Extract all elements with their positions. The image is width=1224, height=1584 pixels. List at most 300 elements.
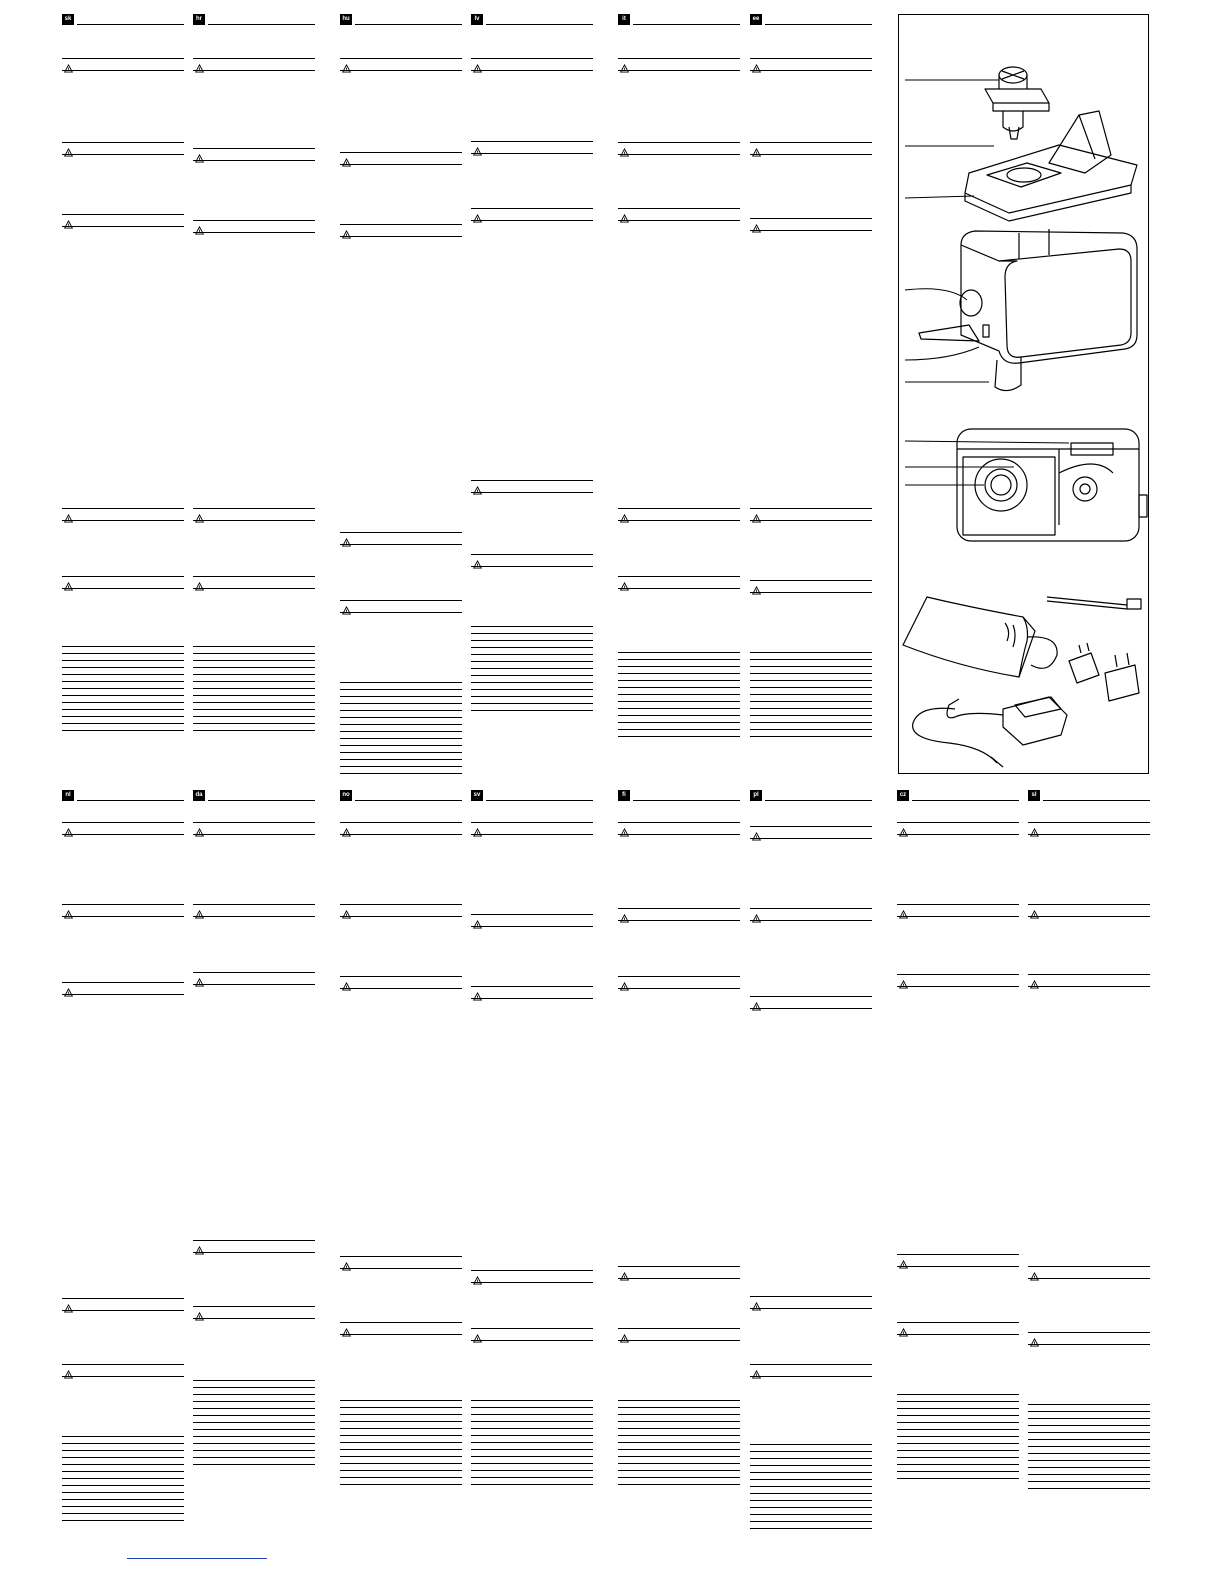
specification-table (193, 646, 315, 737)
table-row (193, 1429, 315, 1436)
language-header (62, 790, 184, 802)
warning-rule-bottom (471, 153, 593, 154)
warning-triangle-icon (473, 210, 482, 219)
warning-triangle-icon (752, 1298, 761, 1307)
table-row (618, 687, 740, 694)
warning-rule-top (1028, 974, 1150, 975)
warning-heading (62, 1298, 184, 1310)
warning-rule-bottom (62, 70, 184, 71)
warning-heading (471, 914, 593, 926)
warning-rule-bottom (471, 566, 593, 567)
warning-rule-top (62, 214, 184, 215)
header-rule (765, 800, 872, 801)
warning-heading (340, 1322, 462, 1334)
table-row (471, 1477, 593, 1484)
table-row (750, 722, 872, 729)
warning-heading (193, 1306, 315, 1318)
warning-triangle-icon (342, 60, 351, 69)
warning-heading (340, 58, 462, 70)
warning-triangle-icon (195, 906, 204, 915)
warning-rule-bottom (618, 988, 740, 989)
language-header (340, 790, 462, 802)
warning-rule-top (193, 58, 315, 59)
table-row (62, 1499, 184, 1506)
table-row (618, 708, 740, 715)
warning-rule-bottom (1028, 1344, 1150, 1345)
table-row (618, 659, 740, 666)
specification-table (62, 1436, 184, 1527)
table-row (193, 660, 315, 667)
table-row (471, 1463, 593, 1470)
table-row (62, 646, 184, 653)
table-row (62, 688, 184, 695)
table-row (62, 723, 184, 730)
warning-triangle-icon (342, 906, 351, 915)
warning-rule-top (750, 996, 872, 997)
warning-heading (62, 982, 184, 994)
table-row (471, 1449, 593, 1456)
table-row (340, 717, 462, 724)
table-row (340, 1456, 462, 1463)
warning-rule-bottom (193, 984, 315, 985)
warning-triangle-icon (1030, 1334, 1039, 1343)
table-row (62, 1506, 184, 1513)
table-row (62, 1436, 184, 1443)
table-row (750, 1507, 872, 1514)
warning-rule-bottom (193, 588, 315, 589)
storage-bag-icon (903, 597, 1057, 677)
table-row (340, 1484, 462, 1491)
warning-triangle-icon (620, 210, 629, 219)
table-row (340, 1407, 462, 1414)
warning-triangle-icon (64, 1300, 73, 1309)
warning-triangle-icon (64, 216, 73, 225)
table-row (340, 773, 462, 780)
warning-rule-bottom (340, 164, 462, 165)
warning-heading (897, 1254, 1019, 1266)
warning-rule-bottom (193, 520, 315, 521)
table-row (750, 666, 872, 673)
warning-rule-bottom (750, 70, 872, 71)
warning-heading (750, 218, 872, 230)
warning-rule-top (471, 986, 593, 987)
table-row (340, 1421, 462, 1428)
warning-rule-bottom (471, 834, 593, 835)
warning-rule-top (618, 976, 740, 977)
warning-heading (750, 580, 872, 592)
warning-heading (1028, 974, 1150, 986)
table-row (340, 724, 462, 731)
warning-rule-bottom (1028, 986, 1150, 987)
warning-rule-bottom (471, 220, 593, 221)
table-row (471, 682, 593, 689)
warning-triangle-icon (473, 556, 482, 565)
warning-heading (471, 1328, 593, 1340)
header-rule (633, 24, 740, 25)
specification-table (471, 626, 593, 717)
product-illustration-panel (898, 14, 1149, 774)
warning-rule-top (750, 580, 872, 581)
warning-rule-bottom (618, 834, 740, 835)
cleaning-brush-icon (1047, 597, 1141, 609)
table-row (340, 1477, 462, 1484)
table-row (193, 709, 315, 716)
table-row (62, 1443, 184, 1450)
warning-rule-bottom (340, 1268, 462, 1269)
warning-rule-bottom (193, 1252, 315, 1253)
warning-heading (193, 822, 315, 834)
table-row (750, 715, 872, 722)
warning-triangle-icon (620, 910, 629, 919)
unit-top-view-icon (957, 429, 1147, 541)
warning-rule-bottom (340, 916, 462, 917)
table-row (618, 1442, 740, 1449)
warning-triangle-icon (899, 1324, 908, 1333)
warning-rule-bottom (618, 1340, 740, 1341)
table-row (471, 703, 593, 710)
language-code-badge: it (618, 14, 630, 25)
table-row (897, 1394, 1019, 1401)
warning-rule-bottom (340, 1334, 462, 1335)
warning-rule-top (618, 142, 740, 143)
warning-rule-top (193, 1306, 315, 1307)
header-rule (77, 24, 184, 25)
warning-triangle-icon (342, 154, 351, 163)
warning-rule-top (1028, 1332, 1150, 1333)
warning-heading (193, 576, 315, 588)
language-header (750, 14, 872, 26)
table-row (897, 1436, 1019, 1443)
warning-rule-top (618, 508, 740, 509)
warning-heading (471, 554, 593, 566)
table-row (340, 1442, 462, 1449)
language-header (193, 790, 315, 802)
table-row (340, 710, 462, 717)
table-row (618, 666, 740, 673)
warning-rule-bottom (750, 230, 872, 231)
warning-rule-top (471, 822, 593, 823)
table-row (750, 1500, 872, 1507)
table-row (1028, 1488, 1150, 1495)
table-row (471, 647, 593, 654)
warning-triangle-icon (620, 578, 629, 587)
table-row (193, 667, 315, 674)
warning-rule-bottom (62, 834, 184, 835)
specification-table (340, 682, 462, 780)
warning-rule-bottom (62, 520, 184, 521)
warning-rule-top (62, 508, 184, 509)
table-row (340, 1463, 462, 1470)
warning-triangle-icon (752, 998, 761, 1007)
warning-rule-bottom (897, 986, 1019, 987)
specification-table (340, 1400, 462, 1491)
warning-rule-bottom (618, 920, 740, 921)
table-row (1028, 1418, 1150, 1425)
warning-rule-top (340, 1322, 462, 1323)
warning-rule-bottom (62, 994, 184, 995)
warning-rule-top (897, 1254, 1019, 1255)
warning-triangle-icon (752, 144, 761, 153)
warning-rule-bottom (62, 1376, 184, 1377)
warning-rule-bottom (340, 988, 462, 989)
table-row (897, 1443, 1019, 1450)
table-row (750, 694, 872, 701)
warning-rule-top (897, 904, 1019, 905)
warning-rule-top (618, 822, 740, 823)
table-row (750, 1479, 872, 1486)
warning-triangle-icon (64, 60, 73, 69)
warning-rule-top (193, 576, 315, 577)
language-header (897, 790, 1019, 802)
warning-heading (618, 908, 740, 920)
warning-heading (471, 208, 593, 220)
warning-rule-top (750, 908, 872, 909)
warning-rule-bottom (193, 160, 315, 161)
language-code-badge: nl (62, 790, 74, 801)
warning-triangle-icon (195, 1242, 204, 1251)
warning-triangle-icon (899, 906, 908, 915)
specification-table (750, 652, 872, 743)
warning-rule-top (193, 220, 315, 221)
table-row (471, 1456, 593, 1463)
warning-triangle-icon (620, 144, 629, 153)
table-row (193, 1464, 315, 1471)
table-row (62, 667, 184, 674)
warning-rule-bottom (618, 1278, 740, 1279)
table-row (62, 660, 184, 667)
table-row (340, 1400, 462, 1407)
warning-rule-top (62, 576, 184, 577)
warning-heading (618, 822, 740, 834)
warning-rule-bottom (750, 838, 872, 839)
table-row (193, 695, 315, 702)
table-row (471, 1428, 593, 1435)
header-rule (1043, 800, 1150, 801)
table-row (618, 736, 740, 743)
callout-lines (905, 80, 1069, 485)
table-row (193, 646, 315, 653)
table-row (618, 652, 740, 659)
warning-heading (340, 976, 462, 988)
warning-rule-top (750, 508, 872, 509)
warning-triangle-icon (620, 60, 629, 69)
warning-triangle-icon (195, 150, 204, 159)
warning-heading (618, 1328, 740, 1340)
table-row (618, 715, 740, 722)
warning-rule-top (471, 141, 593, 142)
warning-heading (750, 996, 872, 1008)
warning-rule-bottom (471, 492, 593, 493)
language-code-badge: no (340, 790, 352, 801)
warning-rule-top (1028, 822, 1150, 823)
warning-triangle-icon (195, 974, 204, 983)
warning-triangle-icon (473, 143, 482, 152)
warning-heading (1028, 904, 1150, 916)
warning-rule-top (471, 208, 593, 209)
warning-heading (471, 1270, 593, 1282)
warning-rule-top (62, 822, 184, 823)
warning-triangle-icon (342, 602, 351, 611)
table-row (62, 1513, 184, 1520)
warning-heading (62, 1364, 184, 1376)
warning-heading (62, 576, 184, 588)
table-row (1028, 1474, 1150, 1481)
warning-rule-bottom (62, 916, 184, 917)
table-row (340, 752, 462, 759)
table-row (471, 1407, 593, 1414)
warning-heading (193, 58, 315, 70)
table-row (62, 1478, 184, 1485)
language-header (618, 790, 740, 802)
warning-triangle-icon (899, 976, 908, 985)
table-row (62, 674, 184, 681)
language-code-badge: pl (750, 790, 762, 801)
table-row (62, 1492, 184, 1499)
warning-heading (193, 904, 315, 916)
table-row (471, 633, 593, 640)
warning-rule-top (62, 982, 184, 983)
table-row (193, 702, 315, 709)
specification-table (618, 1400, 740, 1491)
table-row (471, 696, 593, 703)
table-row (340, 745, 462, 752)
warning-heading (62, 58, 184, 70)
header-rule (208, 800, 315, 801)
language-code-badge: lv (471, 14, 483, 25)
warning-rule-top (193, 904, 315, 905)
warning-triangle-icon (752, 60, 761, 69)
table-row (750, 1444, 872, 1451)
warning-triangle-icon (64, 984, 73, 993)
warning-rule-top (618, 58, 740, 59)
warning-triangle-icon (1030, 1268, 1039, 1277)
table-row (750, 1472, 872, 1479)
warning-triangle-icon (473, 1330, 482, 1339)
table-row (1028, 1467, 1150, 1474)
footer-link-underline[interactable] (127, 1558, 267, 1559)
warning-rule-top (340, 1256, 462, 1257)
warning-triangle-icon (473, 988, 482, 997)
table-row (618, 673, 740, 680)
table-row (618, 1463, 740, 1470)
warning-triangle-icon (752, 1366, 761, 1375)
warning-rule-top (340, 600, 462, 601)
language-header (471, 14, 593, 26)
warning-rule-top (193, 1240, 315, 1241)
warning-triangle-icon (342, 534, 351, 543)
warning-rule-bottom (897, 834, 1019, 835)
table-row (62, 695, 184, 702)
table-row (1028, 1446, 1150, 1453)
warning-rule-bottom (750, 1008, 872, 1009)
table-row (618, 1477, 740, 1484)
warning-triangle-icon (342, 978, 351, 987)
warning-heading (750, 1296, 872, 1308)
table-row (750, 736, 872, 743)
table-row (471, 1442, 593, 1449)
warning-heading (471, 480, 593, 492)
table-row (193, 674, 315, 681)
table-row (750, 1451, 872, 1458)
warning-rule-top (750, 218, 872, 219)
warning-triangle-icon (752, 828, 761, 837)
table-row (1028, 1439, 1150, 1446)
warning-rule-bottom (897, 916, 1019, 917)
table-row (193, 1450, 315, 1457)
table-row (340, 689, 462, 696)
table-row (618, 694, 740, 701)
warning-heading (1028, 822, 1150, 834)
language-code-badge: ee (750, 14, 762, 25)
table-row (750, 1458, 872, 1465)
warning-rule-bottom (340, 834, 462, 835)
warning-rule-top (193, 508, 315, 509)
language-code-badge: cz (897, 790, 909, 801)
table-row (193, 1415, 315, 1422)
language-code-badge: hr (193, 14, 205, 25)
table-row (750, 1486, 872, 1493)
warning-rule-top (750, 826, 872, 827)
warning-rule-bottom (340, 544, 462, 545)
table-row (193, 688, 315, 695)
table-row (750, 701, 872, 708)
table-row (618, 1400, 740, 1407)
warning-heading (750, 508, 872, 520)
warning-rule-bottom (750, 592, 872, 593)
table-row (340, 766, 462, 773)
warning-rule-top (62, 58, 184, 59)
warning-rule-bottom (193, 1318, 315, 1319)
warning-triangle-icon (473, 916, 482, 925)
table-row (471, 654, 593, 661)
lid-icon (965, 111, 1137, 221)
table-row (340, 731, 462, 738)
table-row (750, 659, 872, 666)
table-row (62, 1471, 184, 1478)
table-row (340, 682, 462, 689)
language-code-badge: sl (1028, 790, 1040, 801)
table-row (340, 1470, 462, 1477)
language-header (750, 790, 872, 802)
table-row (62, 730, 184, 737)
language-header (62, 14, 184, 26)
table-row (897, 1450, 1019, 1457)
table-row (471, 626, 593, 633)
language-code-badge: da (193, 790, 205, 801)
warning-rule-top (471, 1270, 593, 1271)
warning-triangle-icon (752, 582, 761, 591)
warning-rule-top (471, 914, 593, 915)
warning-heading (471, 822, 593, 834)
table-row (193, 716, 315, 723)
warning-rule-bottom (62, 1310, 184, 1311)
warning-heading (340, 224, 462, 236)
table-row (618, 1428, 740, 1435)
language-header (471, 790, 593, 802)
warning-rule-top (62, 1364, 184, 1365)
warning-heading (471, 141, 593, 153)
warning-triangle-icon (342, 1258, 351, 1267)
warning-rule-bottom (618, 588, 740, 589)
warning-heading (1028, 1266, 1150, 1278)
warning-rule-top (62, 142, 184, 143)
table-row (340, 1449, 462, 1456)
table-row (193, 653, 315, 660)
warning-heading (750, 58, 872, 70)
warning-heading (62, 904, 184, 916)
warning-rule-top (340, 58, 462, 59)
language-code-badge: hu (340, 14, 352, 25)
